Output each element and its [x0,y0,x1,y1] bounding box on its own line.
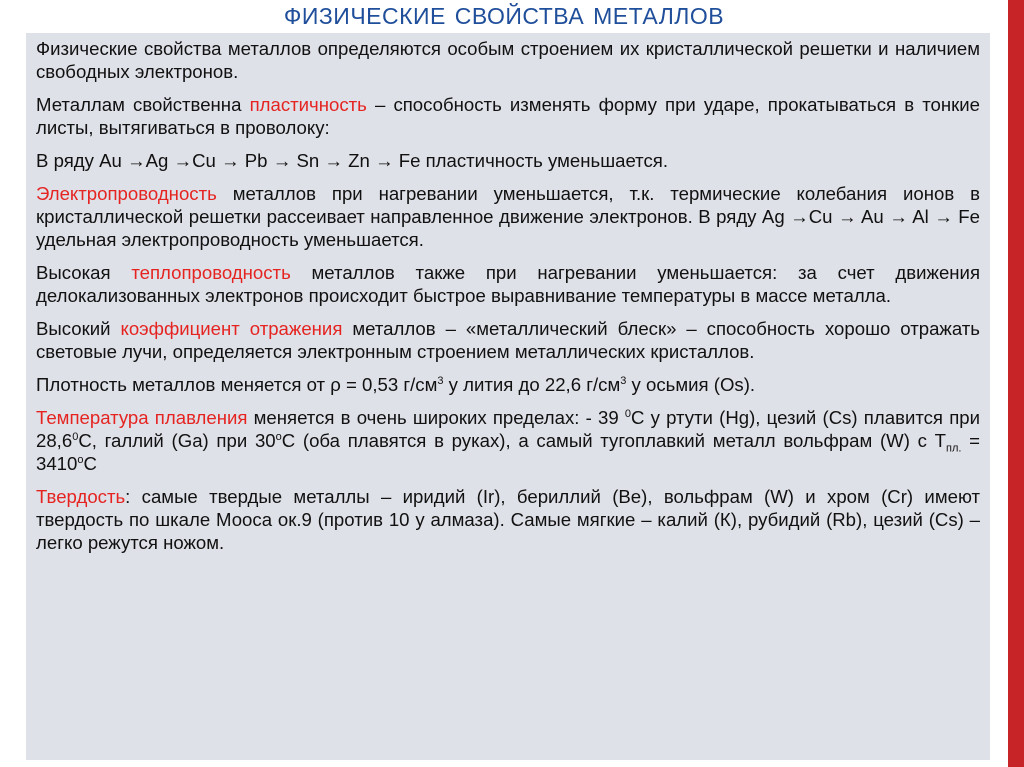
density-sup1: 3 [437,374,444,387]
paragraph-conductivity [36,182,980,251]
content-panel [26,33,990,760]
density-sup2: 3 [620,374,627,387]
melting-part2: С у ртути (Hg), цезий (Cs) плавится при 28,6 [36,407,980,451]
density-part2: у лития до 22,6 г/см [443,374,621,395]
paragraph-plasticity-series: В ряду Au →Ag →Cu → Pb → Sn → Zn → Fe пластичность уменьшается. [36,150,669,171]
plasticity-text: – способность изменять форму при ударе, прокатываться в тонкие листы, вытягиваться в проволоку: [36,94,980,138]
reflection-text: металлов – «металлический блеск» – способность хорошо отражать световые лучи, определяется электронным строением металлических кристаллов. [36,318,980,362]
melting-part3: С, галлий (Ga) при 30 [78,430,276,451]
reflection-intro: Высокий [36,318,121,339]
melting-sup4: о [77,453,84,466]
paragraph-density [36,373,980,396]
thermal-intro: Высокая [36,262,132,283]
melting-part1: меняется в очень широких пределах: - 39 [247,407,625,428]
paragraph-structure: Физические свойства металлов определяются особым строением их кристаллической решетки и наличием свободных электронов. [36,38,980,82]
melting-sup1: 0 [624,407,631,420]
term-conductivity: Электропроводность [36,183,217,204]
paragraph-hardness [36,485,980,554]
term-reflection: коэффициент отражения [120,318,343,339]
term-plasticity: пластичность [249,94,367,115]
paragraph-melting [36,406,980,475]
melting-part5: = 3410 [36,430,980,474]
conductivity-text: металлов при нагревании уменьшается, т.к. термические колебания ионов в кристаллической решетки рассеивает направленное движение электронов. В ряду Ag →Cu → Au → Al → Fe удельная электропроводность уменьшается. [36,183,980,250]
thermal-text: металлов также при нагревании уменьшается: за счет движения делокализованных электронов происходит быстрое выравнивание температуры в массе металла. [36,262,981,306]
paragraph-plasticity [36,93,980,139]
term-hardness: Твердость [36,486,126,507]
term-melting: Температура плавления [36,407,248,428]
density-part3: у осьмия (Os). [626,374,756,395]
term-thermal: теплопроводность [131,262,291,283]
plasticity-intro: Металлам свойственна [36,94,250,115]
slide-title: ФИЗИЧЕСКИЕ СВОЙСТВА МЕТАЛЛОВ [283,3,725,29]
hardness-text: : самые твердые металлы – иридий (Ir), бериллий (Be), вольфрам (W) и хром (Cr) имеют твердость по шкале Мооса ок.9 (против 10 у алмаза). Самые мягкие – калий (К), рубидий (Rb), цезий (Cs) – легко режутся ножом. [36,486,980,553]
melting-sup3: о [275,430,282,443]
melting-part6: С [83,453,97,474]
paragraph-reflection [36,317,980,363]
melting-sup2: 0 [72,430,79,443]
density-part1: Плотность металлов меняется от ρ = 0,53 г/см [36,374,438,395]
melting-sub1: пл. [945,442,962,455]
accent-bar [1008,0,1024,767]
melting-part4: С (оба плавятся в руках), а самый тугоплавкий металл вольфрам (W) с Т [281,430,946,451]
paragraph-thermal [36,261,980,307]
